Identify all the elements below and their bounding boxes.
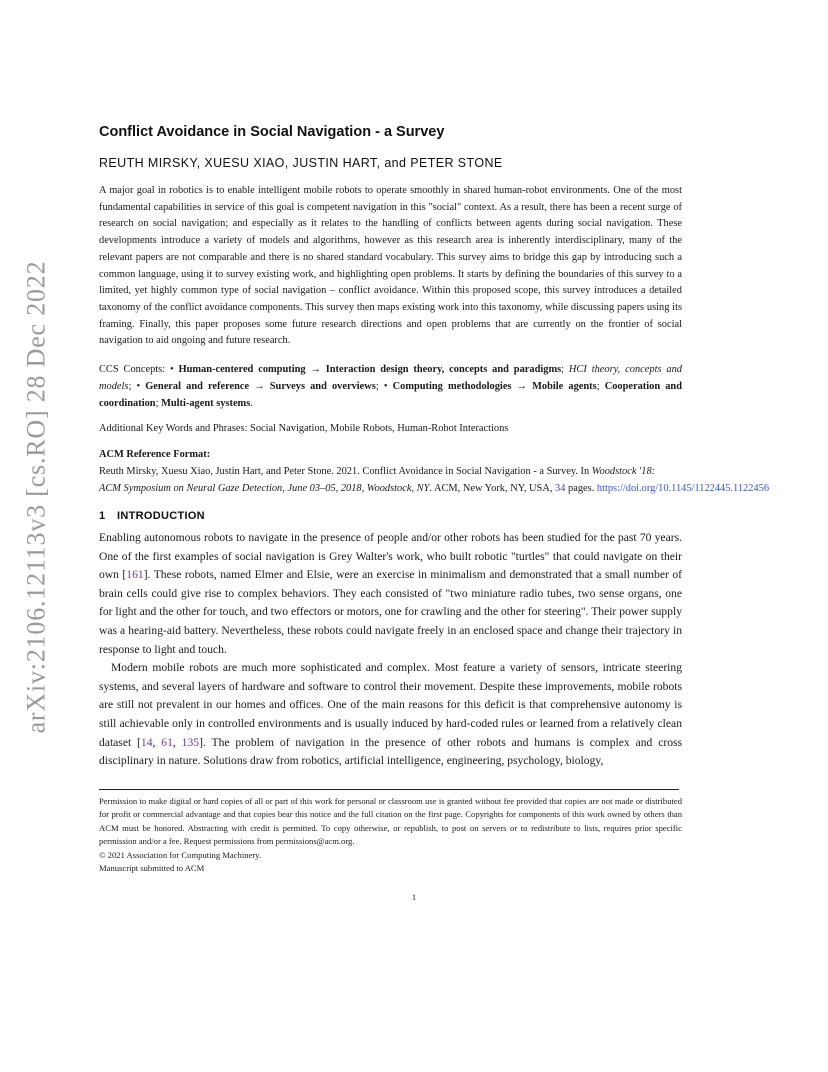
section-number: 1 (99, 510, 106, 523)
section-title: INTRODUCTION (117, 510, 205, 523)
copyright-line: © 2021 Association for Computing Machinery. (99, 849, 262, 860)
ccs-concept-3: General and reference → Surveys and overviews (145, 381, 376, 393)
reference-publisher: . ACM, New York, NY, USA, (429, 483, 556, 495)
citation-link[interactable]: 61 (161, 735, 173, 749)
citation-link[interactable]: 135 (181, 735, 200, 749)
paragraph-text: ]. The problem of navigation in the presence of other robots and humans is complex and cross disciplinary in nature. Solutions draw from robotics, artificial intelligence, engineering, psychology, biology, (99, 735, 683, 768)
additional-keywords: Additional Key Words and Phrases: Social Navigation, Mobile Robots, Human-Robot Interactions (99, 423, 509, 435)
ccs-end: . (250, 398, 253, 410)
acm-reference-line-1 (99, 463, 682, 480)
intro-paragraph-2 (99, 659, 682, 771)
ccs-prefix: CCS Concepts: • (99, 364, 179, 376)
paragraph-text: Enabling autonomous robots to navigate in the presence of people and/or other robots has been studied for the past 70 years. One of the first examples of social navigation is Grey Walter's work, who built robotic "turtles" that could navigate on their own [ (99, 531, 682, 582)
paragraph-text: Modern mobile robots are much more sophisticated and complex. Most feature a variety of sensors, intricate steering systems, and several layers of hardware and software to control their movement. Despite these improvements, mobile robots are still not prevalent in our homes and offices. One of the main reasons for this deficit is that comprehensive autonomy is still achievable only in controlled environments and is usually induced by hard-coded rules or learned from a relatively clean dataset [ (99, 661, 682, 749)
acm-reference-line-2 (99, 480, 770, 497)
reference-pages-suffix: pages. (565, 483, 597, 495)
reference-text: Reuth Mirsky, Xuesu Xiao, Justin Hart, and Peter Stone. 2021. Conflict Avoidance in Social Navigation - a Survey. In (99, 466, 592, 478)
section-heading-introduction (99, 510, 682, 522)
introduction-body (99, 529, 682, 771)
ccs-separator: ; • (128, 381, 146, 393)
copyright-footnote (99, 795, 682, 875)
ccs-concept-4: Computing methodologies → Mobile agents (392, 381, 597, 393)
abstract: A major goal in robotics is to enable intelligent mobile robots to operate smoothly in shared human-robot environments. One of the most fundamental capabilities in service of this goal is competent navigation in this "social" context. As a result, there has been a recent surge of research on social navigation; and especially as it relates to the handling of conflicts between agents during social navigation. These developments introduce a variety of models and algorithms, however as this research area is inherently interdisciplinary, many of the relevant papers are not comparable and there is no shared standard vocabulary. This survey aims to bridge this gap by introducing such a common language, using it to survey existing work, and highlighting open problems. It starts by defining the boundaries of this survey to a limited, yet highly common type of social navigation – conflict avoidance. Within this proposed scope, this survey introduces a detailed taxonomy of the conflict avoidance components. This survey then maps existing work into this taxonomy, while discussing papers using its framing. Finally, this paper proposes some future research directions and open problems that are currently on the frontier of social navigation to aid ongoing and future research. (99, 185, 682, 347)
ccs-separator: ; (155, 398, 162, 410)
ccs-concept-2: HCI theory, concepts and models (99, 364, 682, 393)
reference-venue: Woodstock '18: (591, 466, 656, 478)
footnote-divider (99, 789, 679, 790)
ccs-concepts (99, 361, 682, 412)
paper-title: Conflict Avoidance in Social Navigation - a Survey (99, 124, 445, 140)
ccs-concept-6: Multi-agent systems (161, 398, 251, 410)
paper-first-page (99, 124, 770, 771)
ccs-separator: ; (596, 381, 605, 393)
intro-paragraph-1 (99, 529, 682, 659)
ccs-separator: ; • (375, 381, 393, 393)
page-number: 1 (411, 892, 417, 902)
ccs-separator: ; (561, 364, 569, 376)
ccs-concept-1: Human-centered computing → Interaction design theory, concepts and paradigms (178, 364, 562, 376)
arxiv-identifier-stamp (18, 254, 54, 740)
paragraph-text: ]. These robots, named Elmer and Elsie, were an exercise in minimalism and demonstrated that a small number of brain cells could give rise to complex behaviors. They each consisted of "two miniature radio tubes, two sense organs, one for light and the other for touch, and two effectors or motors, one for crawling and the other for steering". Their power supply was a hearing-aid battery. Nevertheless, these robots could navigate freely in an enclosed space and change their trajectory in response to light and touch. (99, 568, 682, 656)
citation-separator: , (172, 735, 182, 749)
citation-separator: , (152, 735, 162, 749)
citation-link[interactable]: 14 (140, 735, 153, 749)
reference-pages-link[interactable]: 34 (555, 483, 566, 495)
permission-notice: Permission to make digital or hard copies of all or part of this work for personal or classroom use is granted without fee provided that copies are not made or distributed for profit or commercial advantage and that copies bear this notice and the full citation on the first page. Copyrights for components of this work owned by others than ACM must be honored. Abstracting with credit is permitted. To copy otherwise, or republish, to post on servers or to redistribute to lists, requires prior specific permission and/or a fee. Request permissions from permissions@acm.org. (99, 796, 682, 847)
ccs-concept-5: Cooperation and coordination (99, 381, 682, 410)
acm-reference-heading: ACM Reference Format: (99, 449, 211, 461)
citation-link[interactable]: 161 (126, 568, 144, 582)
doi-link[interactable]: https://doi.org/10.1145/1122445.1122456 (596, 483, 770, 495)
arxiv-identifier-text: arXiv:2106.12113v3 [cs.RO] 28 Dec 2022 (21, 260, 50, 734)
author-list: REUTH MIRSKY, XUESU XIAO, JUSTIN HART, and PETER STONE (99, 156, 503, 170)
manuscript-line: Manuscript submitted to ACM (99, 863, 205, 874)
reference-venue-cont: ACM Symposium on Neural Gaze Detection, June 03–05, 2018, Woodstock, NY (99, 483, 430, 495)
